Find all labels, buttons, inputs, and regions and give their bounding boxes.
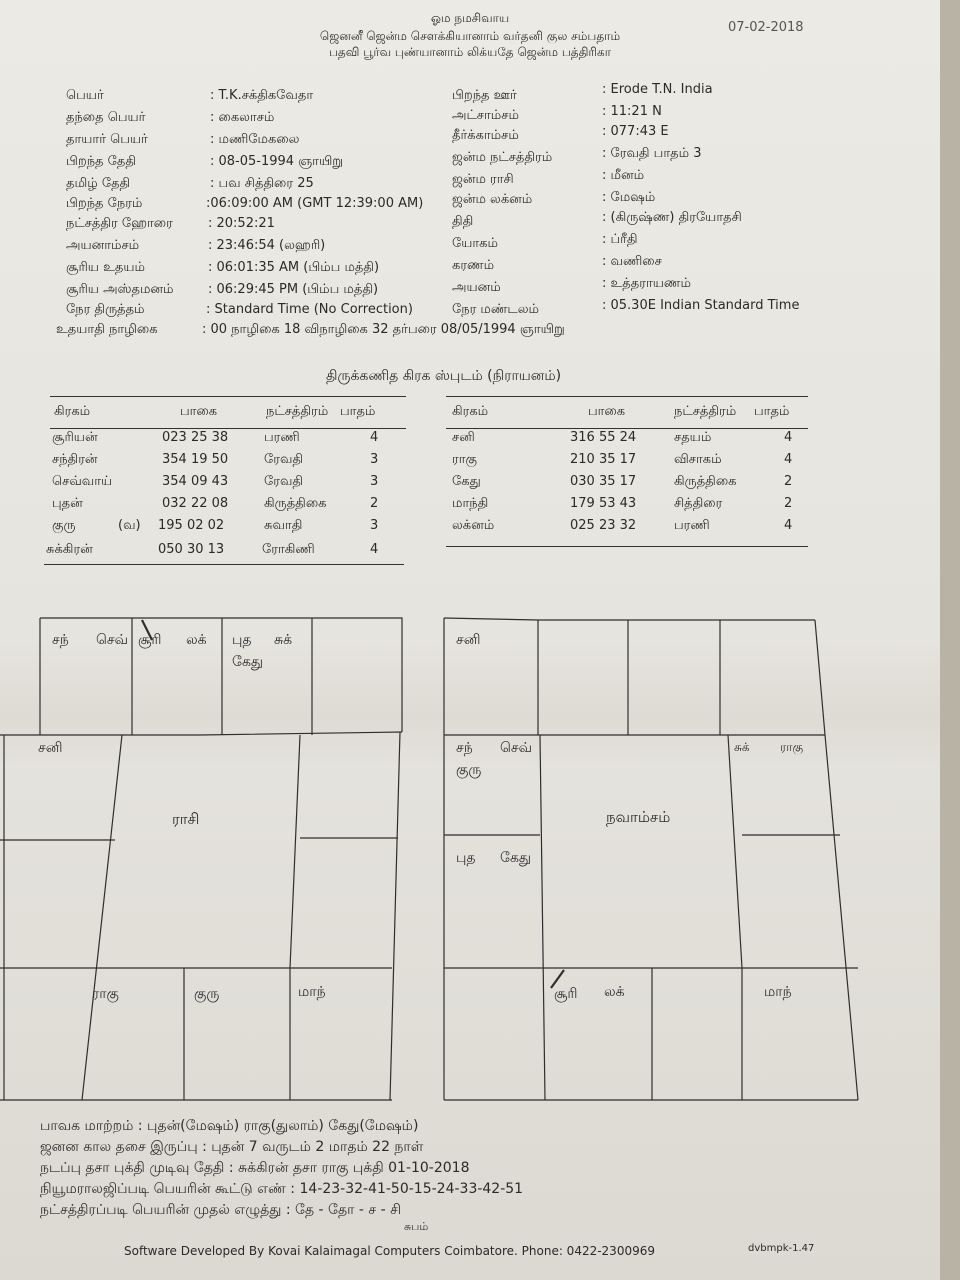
header-pada: பாதம் [340,404,376,419]
detail-label: அயனம் [452,280,501,295]
footer-line-6: சுபம் [404,1220,429,1233]
detail-label: ஜன்ம நட்சத்திரம் [452,150,553,165]
detail-value: : 077:43 E [602,124,669,139]
navamsa-house9-planet-a: சூரி [554,986,578,1002]
rasi-house3-planet-a: புத [232,632,252,648]
detail-label: ஜன்ம ராசி [452,172,514,187]
detail-label: அயனாம்சம் [66,238,140,253]
planet-degree: 030 35 17 [570,474,637,489]
rasi-house1-planet-a: சந் [52,632,69,648]
detail-value: : Standard Time (No Correction) [206,302,413,317]
detail-value: : மீனம் [602,168,645,183]
rasi-house12-planet: சனி [38,740,63,756]
detail-value: : ப்ரீதி [602,232,638,247]
table-title: திருக்கணித கிரக ஸ்புடம் (நிராயனம்) [326,368,562,384]
detail-label: திதி [452,214,474,229]
detail-label: நட்சத்திர ஹோரை [66,216,173,231]
planet-degree: 354 19 50 [162,452,229,467]
header-degree: பாகை [588,404,626,419]
planet-degree: 025 23 32 [570,518,637,533]
rasi-center-label: ராசி [172,810,200,828]
rasi-chart-grid [0,618,402,1100]
navamsa-house7-planet: மாந் [764,984,792,1000]
detail-value: : Erode T.N. India [602,82,713,97]
detail-label: தமிழ் தேதி [66,176,131,191]
planet-pada: 3 [370,474,379,489]
navamsa-house12-planet-a: சந் [456,740,473,756]
planet-star: சித்திரை [674,496,723,511]
footer-line-3: நடப்பு தசா புக்தி முடிவு தேதி : சுக்கிரன் தசா ராகு புக்தி 01-10-2018 [40,1160,470,1176]
planet-star: பரணி [264,430,300,445]
planet-pada: 3 [370,518,379,533]
planet-name: கேது [452,474,481,489]
planet-name: மாந்தி [452,496,489,511]
detail-value: : 06:29:45 PM (பிம்ப மத்தி) [208,282,379,297]
planet-degree: 354 09 43 [162,474,229,489]
detail-label: கரணம் [452,258,495,273]
planet-name: சனி [452,430,475,445]
header-pada: பாதம் [754,404,790,419]
detail-value: :06:09:00 AM (GMT 12:39:00 AM) [206,196,424,211]
header-star: நட்சத்திரம் [674,404,737,419]
planet-pada: 4 [784,518,793,533]
planet-pada: 4 [370,430,379,445]
planet-name: குரு [52,518,76,533]
software-credit: Software Developed By Kovai Kalaimagal Computers Coimbatore. Phone: 0422-2300969 [124,1244,655,1258]
planet-name: லக்னம் [452,518,495,533]
planet-name: சூரியன் [52,430,98,445]
detail-label: பிறந்த ஊர் [452,88,517,103]
navamsa-house11-planet-b: கேது [500,850,532,866]
rasi-house3-planet-c: கேது [232,654,264,670]
footer-line-1: பாவக மாற்றம் : புதன்(மேஷம்) ராகு(துலாம்) கேது(மேஷம்) [40,1118,419,1134]
navamsa-house11-planet-a: புத [456,850,476,866]
navamsa-house1-planet: சனி [456,632,481,648]
planet-star: கிருத்திகை [674,474,737,489]
navamsa-house12-planet-b: செவ் [500,740,533,756]
planet-retro: (வ) [118,518,141,533]
planet-star: சுவாதி [264,518,303,533]
detail-value: : வணிசை [602,254,662,269]
footer-line-5: நட்சத்திரப்படி பெயரின் முதல் எழுத்து : தே - தோ - ச - சி [40,1202,402,1218]
planet-name: செவ்வாய் [52,474,113,489]
header-degree: பாகை [180,404,218,419]
detail-value: : பவ சித்திரை 25 [210,176,314,191]
detail-label: சூரிய உதயம் [66,260,145,275]
print-date: 07-02-2018 [728,20,804,35]
detail-label: சூரிய அஸ்தமனம் [66,282,174,297]
planet-star: ரேவதி [264,452,304,467]
planet-pada: 2 [784,496,793,511]
rasi-house2-planet-a: சூரி [138,632,162,648]
planet-degree: 210 35 17 [570,452,637,467]
header-star: நட்சத்திரம் [266,404,329,419]
planet-name: சந்திரன் [52,452,98,467]
detail-value: : 05.30E Indian Standard Time [602,298,800,313]
detail-value: : மேஷம் [602,190,656,205]
detail-label: யோகம் [452,236,498,251]
planet-pada: 3 [370,452,379,467]
detail-label: ஜன்ம லக்னம் [452,192,533,207]
planet-name: ராகு [452,452,477,467]
detail-label: தந்தை பெயர் [66,110,146,125]
planet-degree: 032 22 08 [162,496,229,511]
detail-value: : ரேவதி பாதம் 3 [602,146,702,161]
detail-value: : T.K.சக்திகவேதா [210,88,314,103]
planet-pada: 4 [370,542,379,557]
planet-degree: 050 30 13 [158,542,225,557]
planet-pada: 2 [784,474,793,489]
rasi-house1-planet-b: செவ் [96,632,129,648]
detail-label: பெயர் [66,88,104,103]
planet-name: சுக்கிரன் [46,542,93,557]
detail-label: பிறந்த தேதி [66,154,136,169]
planet-degree: 023 25 38 [162,430,229,445]
planet-pada: 2 [370,496,379,511]
footer-line-4: நியூமராலஜிப்படி பெயரின் கூட்டு எண் : 14-23-32-41-50-15-24-33-42-51 [40,1181,524,1197]
navamsa-house9-planet-b: லக் [604,984,625,1000]
planet-degree: 195 02 02 [158,518,225,533]
planet-star: ரோகிணி [262,542,315,557]
invocation: ஓம நமசிவாய [430,11,510,25]
rasi-house3-planet-b: சுக் [274,632,293,648]
navamsa-center-label: நவாம்சம் [606,808,671,826]
detail-label: தாயார் பெயர் [66,132,148,147]
planet-star: கிருத்திகை [264,496,327,511]
detail-label: தீர்க்காம்சம் [452,128,519,143]
header-planet: கிரகம் [54,404,91,419]
header-planet: கிரகம் [452,404,489,419]
planet-degree: 316 55 24 [570,430,637,445]
planet-degree: 179 53 43 [570,496,637,511]
detail-value: : (கிருஷ்ண) திரயோதசி [602,210,742,225]
software-code: dvbmpk-1.47 [748,1243,815,1254]
rasi-house2-planet-b: லக் [186,632,207,648]
navamsa-house4-planet-a: சுக் [734,740,750,754]
detail-label: நேர திருத்தம் [66,302,145,317]
detail-label: அட்சாம்சம் [452,108,519,123]
detail-value: : 20:52:21 [208,216,275,231]
detail-value: : உத்தராயணம் [602,276,691,291]
detail-value: : 08-05-1994 ஞாயிறு [210,154,344,169]
detail-label: பிறந்த நேரம் [66,196,143,211]
detail-value: : கைலாசம் [210,110,275,125]
udayathi-label: உதயாதி நாழிகை [56,322,158,337]
planet-name: புதன் [52,496,83,511]
header-line-1: ஜெனனீ ஜென்ம செளக்கியானாம் வர்தனி குல சம்பதாம் [319,29,621,43]
header-line-2: பதவி பூர்வ புண்யானாம் லிக்யதே ஜென்ம பத்திரிகா [328,45,612,59]
planet-pada: 4 [784,452,793,467]
detail-label: நேர மண்டலம் [452,302,540,317]
detail-value: : 23:46:54 (லஹரி) [208,238,326,253]
rasi-house6-planet: மாந் [298,984,326,1000]
udayathi-value: : 00 நாழிகை 18 விநாழிகை 32 தர்பரை 08/05/1994 ஞாயிறு [202,322,565,337]
rasi-house7-planet: குரு [194,986,220,1002]
planet-star: விசாகம் [674,452,722,467]
planet-star: சதயம் [674,430,712,445]
detail-value: : 06:01:35 AM (பிம்ப மத்தி) [208,260,380,275]
rasi-house8-planet: ராகு [92,986,119,1002]
navamsa-house12-planet-c: குரு [456,762,482,778]
planet-pada: 4 [784,430,793,445]
footer-line-2: ஜனன கால தசை இருப்பு : புதன் 7 வருடம் 2 மாதம் 22 நாள் [40,1139,424,1155]
planet-star: பரணி [674,518,710,533]
detail-value: : 11:21 N [602,104,662,119]
navamsa-house4-planet-b: ராகு [780,740,804,754]
detail-value: : மணிமேகலை [210,132,300,147]
planet-star: ரேவதி [264,474,304,489]
